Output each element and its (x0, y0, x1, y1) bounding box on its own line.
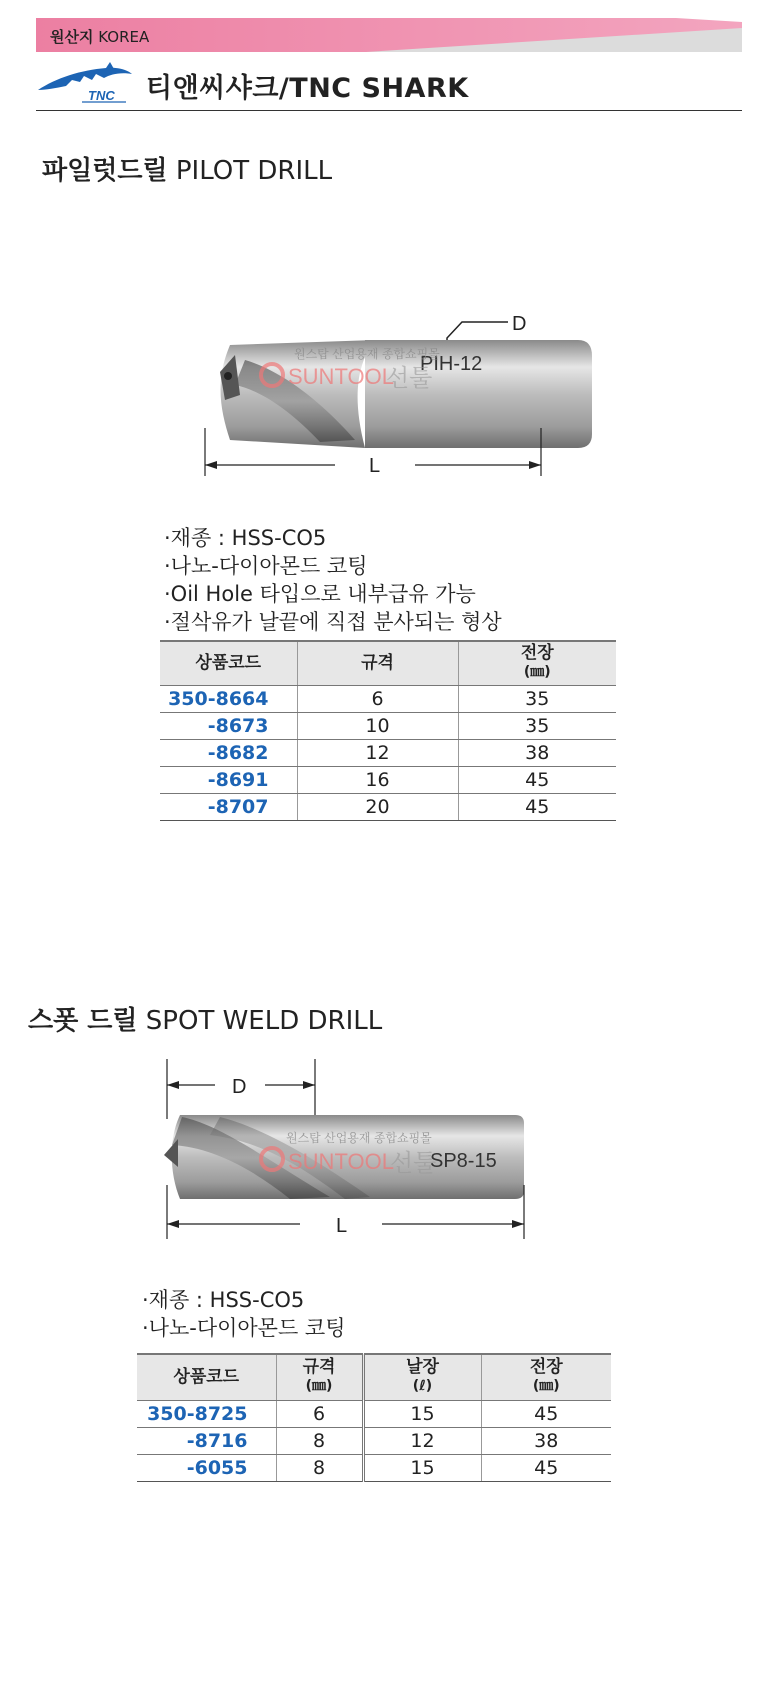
pilot-section-title (42, 150, 332, 187)
flute-length-cell: 15 (363, 1454, 481, 1481)
pilot-spec-list (164, 524, 502, 636)
table-row (160, 685, 616, 712)
col-header-size: 규격 (297, 641, 458, 685)
table-header-row (137, 1354, 611, 1400)
pilot-spec-table (160, 640, 616, 821)
spot-engraving: SP8-15 (430, 1150, 497, 1172)
spot-spec-list (142, 1286, 346, 1342)
product-code: -8682 (160, 739, 297, 766)
pilot-bullet: ·재종 : HSS-CO5 (164, 526, 327, 550)
product-code: -6055 (137, 1454, 276, 1481)
flute-length-cell: 12 (363, 1427, 481, 1454)
pilot-dim-l: L (369, 455, 381, 477)
pilot-watermark-brand: SUNTOOL (288, 364, 394, 389)
length-cell: 45 (458, 793, 616, 820)
length-cell: 45 (481, 1454, 611, 1481)
spot-spec-table (137, 1353, 611, 1482)
pilot-watermark-top: 원스탑 산업용재 종합쇼핑몰 (294, 347, 440, 361)
pilot-engraving: PIH-12 (420, 353, 483, 375)
table-row (160, 766, 616, 793)
col-header-size: 규격 (㎜) (276, 1354, 363, 1400)
size-cell: 12 (297, 739, 458, 766)
col-header-flute-length: 날장 (ℓ) (363, 1354, 481, 1400)
spot-title-ko: 스폿 드릴 (28, 1006, 138, 1036)
spot-watermark-top: 원스탑 산업용재 종합쇼핑몰 (286, 1131, 432, 1145)
spot-section-title (28, 1000, 382, 1037)
length-cell: 45 (481, 1400, 611, 1427)
spot-watermark-brand: SUNTOOL (288, 1149, 394, 1174)
table-row (137, 1454, 611, 1481)
origin-label (50, 26, 149, 47)
pilot-bullet: ·절삭유가 날끝에 직접 분사되는 형상 (164, 610, 502, 634)
pilot-title-ko: 파일럿드릴 (42, 156, 168, 186)
length-cell: 45 (458, 766, 616, 793)
pilot-dim-d: D (512, 313, 527, 335)
pilot-title-en: PILOT DRILL (175, 156, 333, 186)
table-row (137, 1427, 611, 1454)
size-cell: 8 (276, 1427, 363, 1454)
spot-title-en: SPOT WELD DRILL (145, 1006, 383, 1036)
length-cell: 38 (458, 739, 616, 766)
product-code: 350-8725 (137, 1400, 276, 1427)
length-cell: 35 (458, 685, 616, 712)
header-divider (36, 110, 742, 111)
product-code: -8707 (160, 793, 297, 820)
spot-drill-image (160, 1055, 590, 1255)
pilot-drill-image (200, 300, 620, 530)
length-cell: 38 (481, 1427, 611, 1454)
table-row (160, 739, 616, 766)
table-row (160, 712, 616, 739)
size-cell: 6 (297, 685, 458, 712)
pilot-bullet: ·Oil Hole 타입으로 내부급유 가능 (164, 582, 476, 606)
product-code: -8673 (160, 712, 297, 739)
col-header-code: 상품코드 (137, 1354, 276, 1400)
size-cell: 16 (297, 766, 458, 793)
brand-title: 티앤씨샤크/TNC SHARK (146, 73, 469, 104)
size-cell: 8 (276, 1454, 363, 1481)
spot-bullet: ·재종 : HSS-CO5 (142, 1288, 305, 1312)
spot-bullet: ·나노-다이아몬드 코팅 (142, 1316, 346, 1340)
spot-dim-l: L (336, 1215, 348, 1237)
length-cell: 35 (458, 712, 616, 739)
col-header-length: 전장 (㎜) (458, 641, 616, 685)
size-cell: 6 (276, 1400, 363, 1427)
product-code: -8716 (137, 1427, 276, 1454)
size-cell: 20 (297, 793, 458, 820)
pilot-watermark-ko: 선툴 (386, 364, 433, 392)
table-row (160, 793, 616, 820)
size-cell: 10 (297, 712, 458, 739)
table-header-row (160, 641, 616, 685)
origin-key: 원산지 (50, 28, 94, 46)
logo-text: TNC (88, 88, 115, 103)
product-code: 350-8664 (160, 685, 297, 712)
spot-dim-d: D (232, 1076, 247, 1098)
product-code: -8691 (160, 766, 297, 793)
col-header-code: 상품코드 (160, 641, 297, 685)
tnc-shark-logo (36, 60, 136, 104)
table-row (137, 1400, 611, 1427)
col-header-length: 전장 (㎜) (481, 1354, 611, 1400)
spot-watermark-ko: 선툴 (390, 1149, 437, 1177)
origin-value: KOREA (98, 28, 150, 46)
pilot-bullet: ·나노-다이아몬드 코팅 (164, 554, 368, 578)
flute-length-cell: 15 (363, 1400, 481, 1427)
